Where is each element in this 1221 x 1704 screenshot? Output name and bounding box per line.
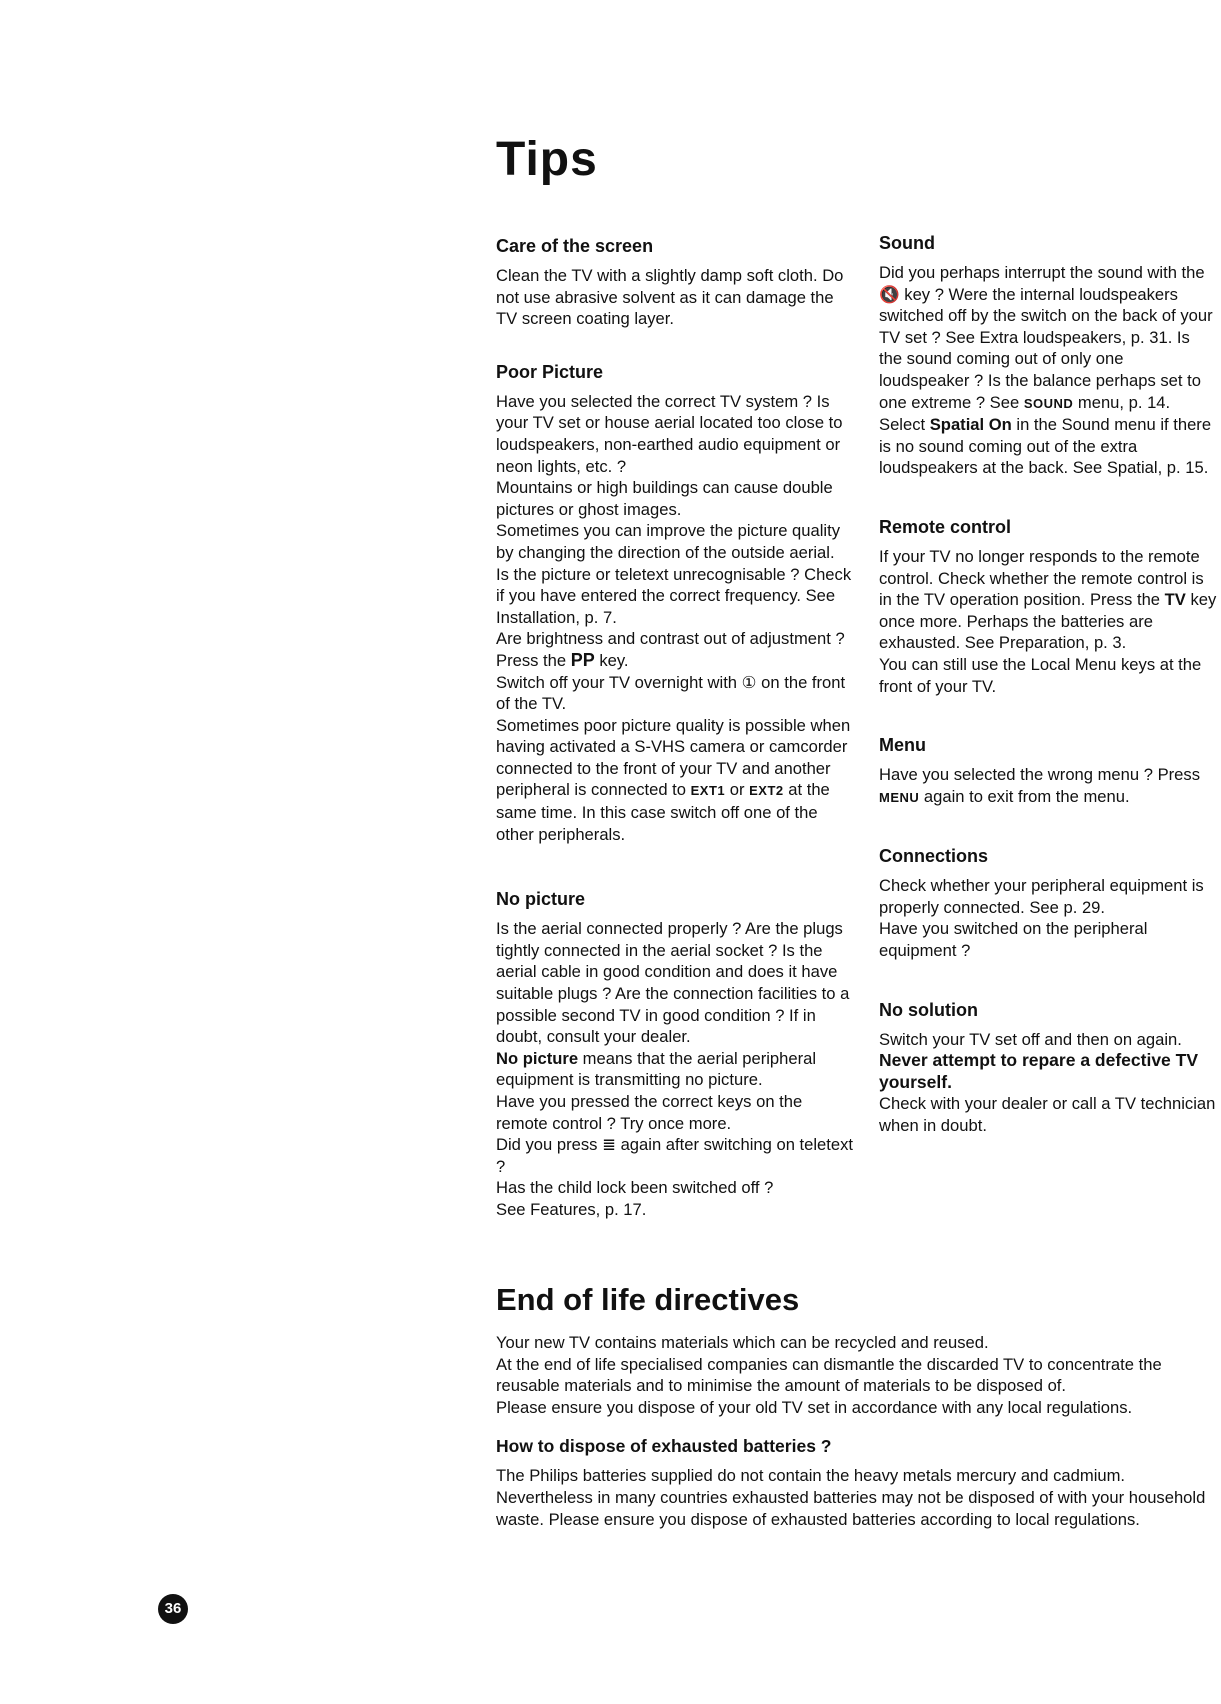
no-solution-warning: Never attempt to repare a defective TV yourself. [879, 1050, 1199, 1092]
teletext-icon: ≣ [602, 1135, 616, 1155]
menu-p1a: Have you selected the wrong menu ? Press [879, 765, 1200, 785]
poor-picture-p1: Have you selected the correct TV system ? Is your TV set or house aerial located too close to loudspeakers, non-earthed audio equipment or neon lights, etc. ? [496, 391, 843, 476]
end-of-life-section [496, 1282, 1206, 1530]
remote-heading: Remote control [879, 516, 1012, 537]
poor-picture-p5b: key. [594, 650, 629, 670]
poor-picture-p6a: Switch off your TV overnight with [496, 672, 742, 692]
no-picture-p2 [496, 1048, 856, 1091]
sound-p2b: in the Sound menu if there is no sound coming out of the extra loudspeakers at the back. See Spatial, p. 15. [879, 415, 1212, 478]
menu-p1b: again to exit from the menu. [919, 786, 1130, 806]
no-solution-heading: No solution [879, 999, 978, 1020]
page-number: 36 [158, 1594, 188, 1624]
end-of-life-heading: End of life directives [496, 1282, 800, 1317]
ext2-label: EXT2 [749, 783, 784, 799]
ext1-label: EXT1 [690, 783, 726, 799]
sound-p1 [879, 262, 1217, 414]
no-picture-heading: No picture [496, 889, 586, 910]
mute-icon: 🔇 [879, 284, 900, 304]
remote-section [879, 517, 1217, 697]
connections-heading: Connections [879, 846, 989, 867]
poor-picture-p7a: Sometimes poor picture quality is possible when having activated a S-VHS camera or camcorder connected to the front of your TV and another peripheral is connected to [496, 715, 851, 800]
connections-p1: Check whether your peripheral equipment is properly connected. See p. 29. [879, 876, 1204, 917]
no-picture-p5: Has the child lock been switched off ? [496, 1178, 774, 1198]
page-title: Tips [496, 133, 598, 186]
no-picture-p1: Is the aerial connected properly ? Are the plugs tightly connected in the aerial socket ? Is the aerial cable in good condition and does it have suitable plugs ? Are the connection facilities to a possible second TV in good condition ? If in doubt, consult your dealer. [496, 919, 850, 1047]
care-body: Clean the TV with a slightly damp soft cloth. Do not use abrasive solvent as it can damage the TV screen coating layer. [496, 266, 844, 329]
remote-p1a: If your TV no longer responds to the remote control. Check whether the remote control is in the TV operation position. Press the [879, 546, 1204, 610]
no-solution-p1: Switch your TV set off and then on again. [879, 1029, 1182, 1049]
connections-section [879, 846, 1217, 961]
poor-picture-p3: Sometimes you can improve the picture quality by changing the direction of the outside aerial. [496, 521, 841, 562]
poor-picture-p6b: on the front of the TV. [496, 672, 846, 714]
poor-picture-p5a: Are brightness and contrast out of adjustment ? Press the [496, 629, 845, 670]
sound-p1c: menu, p. 14. [1073, 392, 1171, 412]
menu-p1 [879, 764, 1217, 808]
sound-p1a: Did you perhaps interrupt the sound with the [879, 263, 1205, 282]
batteries-heading: How to dispose of exhausted batteries ? [496, 1436, 832, 1457]
no-picture-p2-text: means that the aerial peripheral equipment is transmitting no picture. [496, 1048, 817, 1090]
no-picture-section [496, 889, 856, 1220]
remote-p1b: key once more. Perhaps the batteries are exhausted. See Preparation, p. 3. [879, 590, 1217, 653]
connections-p2: Have you switched on the peripheral equipment ? [879, 919, 1148, 961]
no-solution-section [879, 1000, 1217, 1137]
no-picture-p4b: again after switching on teletext ? [496, 1135, 854, 1176]
end-of-life-p2: At the end of life specialised companies can dismantle the discarded TV to concentrate the reusable materials and to minimise the amount of materials to be disposed of. [496, 1354, 1162, 1396]
no-picture-p3: Have you pressed the correct keys on the remote control ? Try once more. [496, 1092, 803, 1133]
poor-picture-heading: Poor Picture [496, 361, 604, 382]
poor-picture-p6 [496, 672, 856, 715]
sound-section [879, 233, 1217, 479]
poor-picture-section [496, 362, 856, 845]
no-picture-p4a: Did you press [496, 1135, 603, 1155]
no-picture-p6: See Features, p. 17. [496, 1199, 647, 1219]
poor-picture-p4: Is the picture or teletext unrecognisable ? Check if you have entered the correct frequency. See Installation, p. 7. [496, 564, 852, 627]
sound-heading: Sound [879, 233, 935, 253]
no-solution-p3: Check with your dealer or call a TV technician when in doubt. [879, 1094, 1216, 1136]
power-icon: ① [741, 672, 757, 692]
menu-section [879, 735, 1217, 808]
right-column [879, 233, 1217, 1169]
remote-p2: You can still use the Local Menu keys at the front of your TV. [879, 654, 1202, 696]
left-column [496, 236, 856, 1253]
menu-key: MENU [879, 789, 920, 805]
sound-p1b: key ? Were the internal loudspeakers switched off by the switch on the back of your TV set ? See Extra loudspeakers, p. 31. Is the sound coming out of only one loudspeaker ? Is the balance perhaps set to one extreme ? See [879, 284, 1213, 412]
poor-picture-p2: Mountains or high buildings can cause double pictures or ghost images. [496, 478, 833, 519]
poor-picture-p7-or: or [725, 780, 750, 800]
no-picture-p2-bold: No picture [496, 1048, 579, 1068]
no-picture-p4 [496, 1134, 856, 1177]
menu-heading: Menu [879, 735, 926, 756]
care-section [496, 236, 856, 330]
remote-p1 [879, 546, 1217, 654]
poor-picture-p7 [496, 715, 856, 846]
pp-key: PP [570, 649, 595, 670]
sound-p2a: Select [879, 415, 930, 435]
poor-picture-p7b: at the same time. In this case switch off one of the other peripherals. [496, 780, 830, 844]
sound-p2 [879, 414, 1217, 479]
end-of-life-p3: Please ensure you dispose of your old TV set in accordance with any local regulations. [496, 1397, 1133, 1417]
end-of-life-p1: Your new TV contains materials which can be recycled and reused. [496, 1333, 989, 1352]
batteries-body: The Philips batteries supplied do not contain the heavy metals mercury and cadmium. Nevertheless in many countries exhausted batteries may not be disposed of with your household waste. Please ensure you dispose of exhausted batteries according to local regulations. [496, 1466, 1206, 1529]
sound-key: SOUND [1023, 395, 1074, 411]
care-heading: Care of the screen [496, 236, 654, 256]
tv-key: TV [1164, 590, 1186, 610]
poor-picture-p5 [496, 628, 856, 671]
spatial-on: Spatial On [929, 415, 1012, 435]
